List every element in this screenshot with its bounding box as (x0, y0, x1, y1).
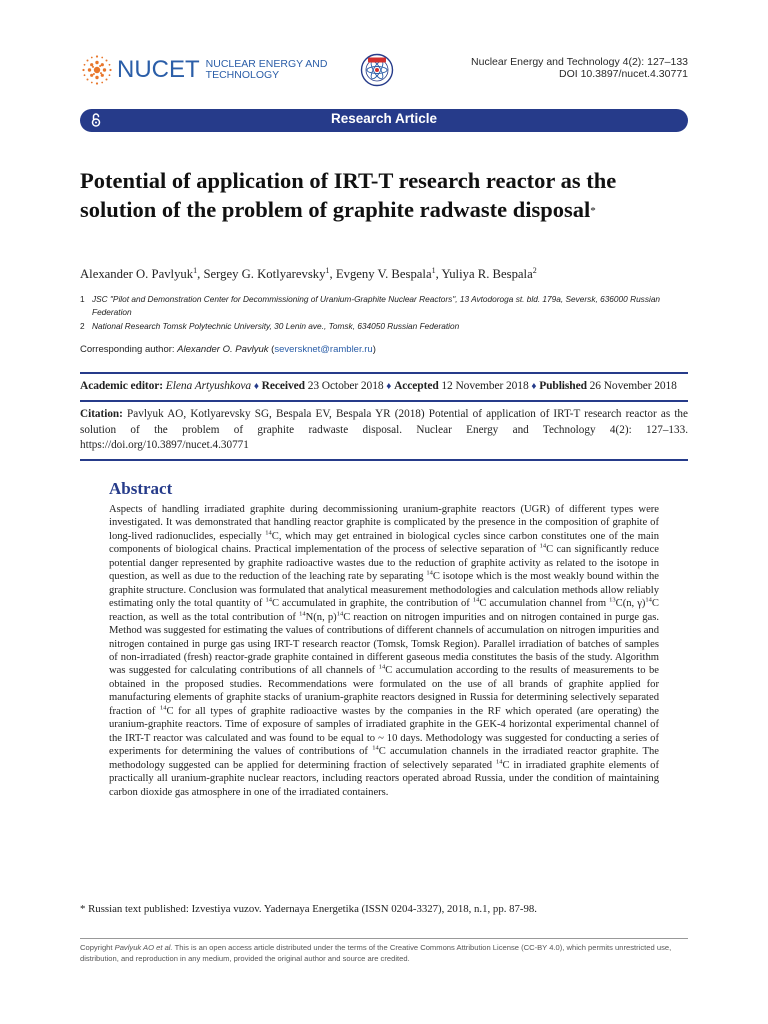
affiliation-text: National Research Tomsk Polytechnic University, 30 Lenin ave., Tomsk, 634050 Russian Federation (92, 321, 460, 331)
isotope-superscript: 14 (160, 704, 167, 712)
affiliation-number: 1 (80, 294, 85, 304)
separator-diamond: ♦ (531, 381, 537, 392)
abstract-text-run: N(n, p) (305, 611, 337, 623)
author-separator: , (329, 267, 336, 282)
citation-block (80, 407, 688, 454)
journal-header (80, 52, 688, 92)
abstract-text-run: C accumulated in graphite, the contribution of (271, 598, 473, 610)
author-separator: , (435, 267, 442, 282)
abstract-heading: Abstract (109, 479, 173, 498)
author[interactable]: Evgeny V. Bespala (335, 267, 432, 282)
copyright-text: This is an open access article distributed under the terms of the Creative Commons Attribution License (CC-BY 4.0), which permits unrestricted use, distribution, and reproduction in any medium, provided the original author and source are credited. (80, 943, 672, 963)
logo-wordmark: NUCET (117, 56, 200, 83)
isotope-superscript: 14 (265, 529, 272, 537)
abstract-text-run: C(n, γ) (615, 598, 646, 610)
author-affiliation-number: 2 (532, 266, 537, 275)
divider (80, 459, 688, 461)
affiliation-list (80, 293, 688, 334)
logo-subtitle-line1: NUCLEAR ENERGY AND (205, 58, 328, 70)
logo-subtitle (206, 59, 328, 81)
isotope-superscript: 14 (645, 596, 652, 604)
author[interactable]: Sergey G. Kotlyarevsky (203, 267, 326, 282)
abstract-text-run: C can significantly reduce potential danger represented by graphite radioactive wastes due to the reduction of graphite activity as related to the isotope in question, as well as due to the reduction of the leaching rate by separating (109, 544, 659, 583)
affiliation (80, 293, 688, 319)
article-type-banner (80, 109, 688, 132)
abstract-text-run: C, which may get entrained in biological cycles since carbon constitutes one of the main components of biological chains. Practical implementation of the process of selective separation of (109, 530, 659, 556)
abstract-text-run: C accumulation channels in the irradiated reactor graphite. The methodology suggested can be applied for determining fraction of selectively separated (109, 746, 659, 771)
author-affiliation-number: 1 (431, 266, 436, 275)
citation-label: Citation: (80, 408, 128, 420)
copyright-prefix: Copyright (80, 943, 115, 952)
article-dates (80, 380, 688, 392)
title-footnote-marker[interactable]: * (590, 205, 596, 217)
isotope-superscript: 14 (265, 596, 272, 604)
affiliation (80, 320, 688, 333)
article-type-label: Research Article (330, 111, 438, 126)
corresponding-email-link[interactable]: seversknet@rambler.ru (274, 344, 373, 355)
journal-doi[interactable]: DOI 10.3897/nucet.4.30771 (558, 68, 688, 80)
abstract-text (109, 503, 659, 799)
citation-text: Pavlyuk AO, Kotlyarevsky SG, Bespala EV, Bespala YR (2018) Potential of application of IRT-T research reactor as the solution of the problem of graphite radwaste disposal. Nuclear Energy and Technology 4(2): 127–133. https://doi.org/10.3897/nucet.4.30771 (80, 408, 688, 451)
published-date: 26 November 2018 (589, 380, 677, 392)
author[interactable]: Yuliya R. Bespala (441, 267, 533, 282)
abstract-text-run: C reaction, as well as the total contribution of (109, 598, 659, 623)
affiliation-text: JSC "Pilot and Demonstration Center for Decommissioning of Uranium-Graphite Nuclear Reactors", 13 Avtodoroga st. bld. 179a, Seversk, 636000 Russian Federation (92, 294, 661, 317)
isotope-superscript: 14 (336, 610, 344, 618)
article-title-text: Potential of application of IRT-T research reactor as the solution of the problem of graphite radwaste disposal (80, 168, 617, 222)
isotope-superscript: 14 (472, 596, 480, 604)
copyright-holder: Pavlyuk AO et al. (114, 943, 173, 952)
accepted-date: 12 November 2018 (441, 380, 529, 392)
received-date: 23 October 2018 (307, 380, 384, 392)
isotope-superscript: 14 (299, 610, 306, 618)
accepted-label: Accepted (394, 380, 442, 392)
isotope-superscript: 13 (609, 596, 616, 604)
affiliation-number: 2 (80, 321, 85, 331)
divider (80, 372, 688, 374)
isotope-superscript: 14 (426, 569, 433, 577)
published-label: Published (539, 380, 590, 392)
corresponding-name: Alexander O. Pavlyuk (177, 344, 269, 355)
abstract-text-run: C in irradiated graphite elements of practically all uranium-graphite nuclear reactors, including reactors operated abroad Russia, under the condition of maintaining carbon dioxide gas atmosphere in one of the irradiated containers. (109, 759, 659, 798)
footer-divider (80, 938, 688, 939)
separator-diamond: ♦ (386, 381, 392, 392)
editor-name: Elena Artyushkova (165, 380, 252, 392)
corresponding-label: Corresponding author: (80, 344, 178, 355)
corresponding-paren-close: ) (372, 344, 376, 355)
separator-diamond: ♦ (253, 381, 259, 392)
received-label: Received (261, 380, 308, 392)
isotope-superscript: 14 (372, 744, 379, 752)
author-affiliation-number: 1 (193, 266, 198, 275)
nucet-sunburst-icon (80, 53, 114, 87)
abstract-text-run: C accumulation according to the results of measurements to be obtained in the proposed studies. Recommendations were formulated on the use of all brands of graphite applied for manufacturing elements of graphite stacks of uranium-graphite reactors designed in Russia for determining selectively separated fraction of (109, 665, 659, 717)
mephi-emblem-icon (360, 52, 394, 88)
author[interactable]: Alexander O. Pavlyuk (80, 267, 194, 282)
isotope-superscript: 14 (495, 758, 503, 766)
copyright-notice (80, 942, 688, 964)
corresponding-author (80, 344, 376, 355)
abstract-text-run: C accumulation channel from (479, 598, 610, 610)
nucet-logo[interactable] (80, 52, 327, 88)
corresponding-paren-open: ( (268, 344, 275, 355)
abstract-text-run: C reaction on nitrogen impurities and on nitrogen contained in purge gas. Method was suggested for estimating the values of contributions of different channels of accumulation on nitrogen impurities and nitrogen contained in purge gas using IRT-T research reactor (Tomsk, Tomsk Region). Parallel irradiation of batches of samples of non-irradiated (fresh) reactor-grade graphite contained in different gaseous media constitutes the basis of the study. Algorithm was suggested for calculating contributions of all channels of (109, 611, 659, 677)
logo-subtitle-line2: TECHNOLOGY (205, 69, 280, 81)
editor-label: Academic editor: (80, 380, 166, 392)
article-title (80, 166, 680, 224)
abstract-text-run: C for all types of graphite radioactive wastes by the companies in the RF which operated (are operating) the uranium-graphite reactors. Time of exposure of samples of irradiated graphite in the GEK-4 horizontal experimental channel of the IRT-T reactor was calculated and was found to be equal to ~ 10 days. Methodology was suggested for conducting a series of experiments for determining the values of contributions of (109, 705, 659, 758)
footnote: * Russian text published: Izvestiya vuzov. Yadernaya Energetika (ISSN 0204-3327), 2018, n.1, pp. 87-98. (80, 903, 538, 915)
abstract-text-run: C isotope which is the most weakly bound within the graphite structure. Conclusion was formulated that analytical measurement methodologies and calculation methods allow reliably estimating only the total quantity of (109, 571, 659, 610)
author-affiliation-number: 1 (325, 266, 330, 275)
abstract-text-run: Aspects of handling irradiated graphite during decommissioning uranium-graphite reactors (UGR) of different types were investigated. It was demonstrated that handling reactor graphite is complicated by the presence in the composition of graphite of long-lived radionuclides, especially (109, 504, 659, 542)
author-list (80, 266, 688, 282)
isotope-superscript: 14 (378, 663, 386, 671)
isotope-superscript: 14 (539, 542, 547, 550)
divider (80, 400, 688, 402)
author-separator: , (197, 267, 204, 282)
journal-info (471, 56, 688, 80)
journal-citation: Nuclear Energy and Technology 4(2): 127–133 (471, 56, 688, 68)
